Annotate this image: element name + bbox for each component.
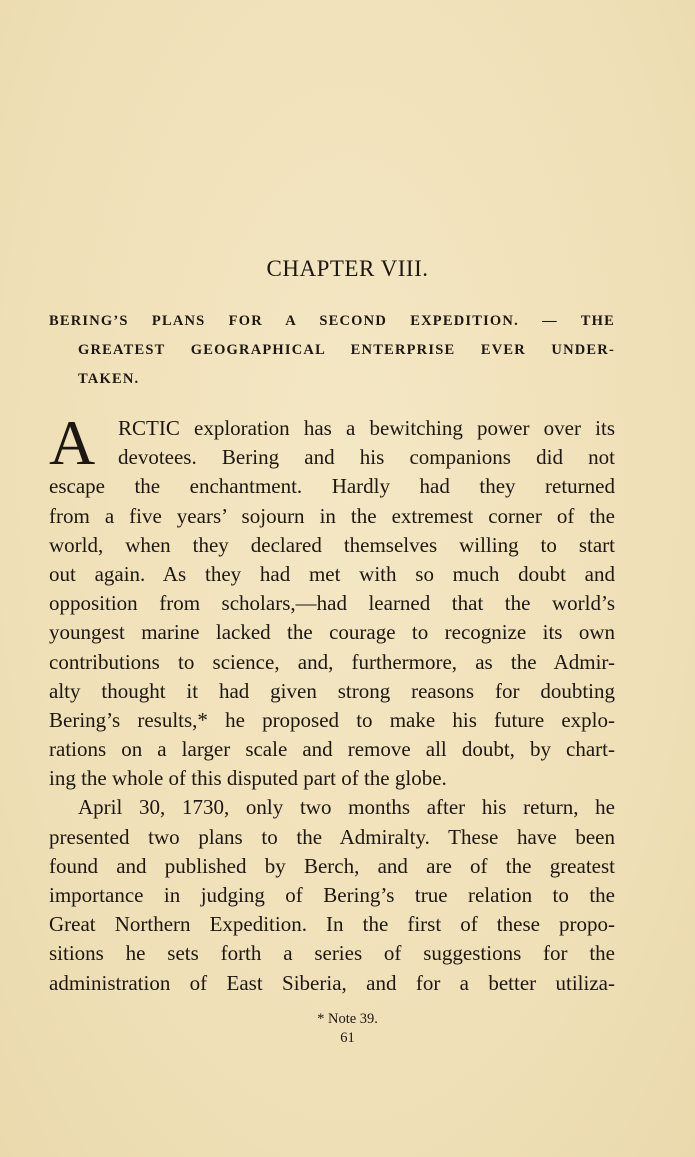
paragraph-1-line-5: world, when they declared themselves willing to start <box>49 532 615 557</box>
paragraph-1-line-13: ing the whole of this disputed part of the globe. <box>49 766 447 791</box>
summary-line-3: TAKEN. <box>78 371 140 387</box>
page-number: 61 <box>340 1030 355 1046</box>
paragraph-2-line-3: found and published by Berch, and are of the greatest <box>49 853 615 878</box>
drop-cap: A <box>49 407 96 478</box>
paragraph-1-line-4: from a five years’ sojourn in the extremest corner of the <box>49 503 615 528</box>
paragraph-2-line-6: sitions he sets forth a series of suggestions for the <box>49 941 615 966</box>
summary-line-2: GREATEST GEOGRAPHICAL ENTERPRISE EVER UNDER- <box>78 342 615 358</box>
paragraph-2-line-2: presented two plans to the Admiralty. These have been <box>49 824 615 849</box>
paragraph-2-line-1: April 30, 1730, only two months after his return, he <box>78 795 615 820</box>
chapter-summary <box>49 311 615 398</box>
paragraph-1-line-12: rations on a larger scale and remove all doubt, by chart- <box>49 737 615 762</box>
paragraph-1-line-10: alty thought it had given strong reasons for doubting <box>49 678 615 703</box>
footnote: * Note 39. <box>317 1011 378 1027</box>
paragraph-2-line-7: administration of East Siberia, and for a better utiliza- <box>49 970 615 995</box>
paragraph-1-line-8: youngest marine lacked the courage to recognize its own <box>49 620 615 645</box>
paragraph-1-line-3: escape the enchantment. Hardly had they returned <box>49 474 615 499</box>
paragraph-1-line-6: out again. As they had met with so much doubt and <box>49 561 615 586</box>
summary-line-1: BERING’S PLANS FOR A SECOND EXPEDITION. — THE <box>49 313 615 329</box>
paragraph-2-line-5: Great Northern Expedition. In the first of these propo- <box>49 912 615 937</box>
chapter-title: CHAPTER VIII. <box>266 256 429 281</box>
paragraph-1-line-2: devotees. Bering and his companions did not <box>118 445 615 470</box>
paragraph-1-line-7: opposition from scholars,—had learned that the world’s <box>49 591 615 616</box>
body-text <box>49 407 615 998</box>
first-line-text: RCTIC exploration has a bewitching power over its <box>118 416 615 440</box>
paragraph-1-line-9: contributions to science, and, furthermore, as the Admir- <box>49 649 615 674</box>
paragraph-1-line-11: Bering’s results,* he proposed to make his future explo- <box>49 707 615 732</box>
paragraph-2-line-4: importance in judging of Bering’s true relation to the <box>49 883 615 907</box>
